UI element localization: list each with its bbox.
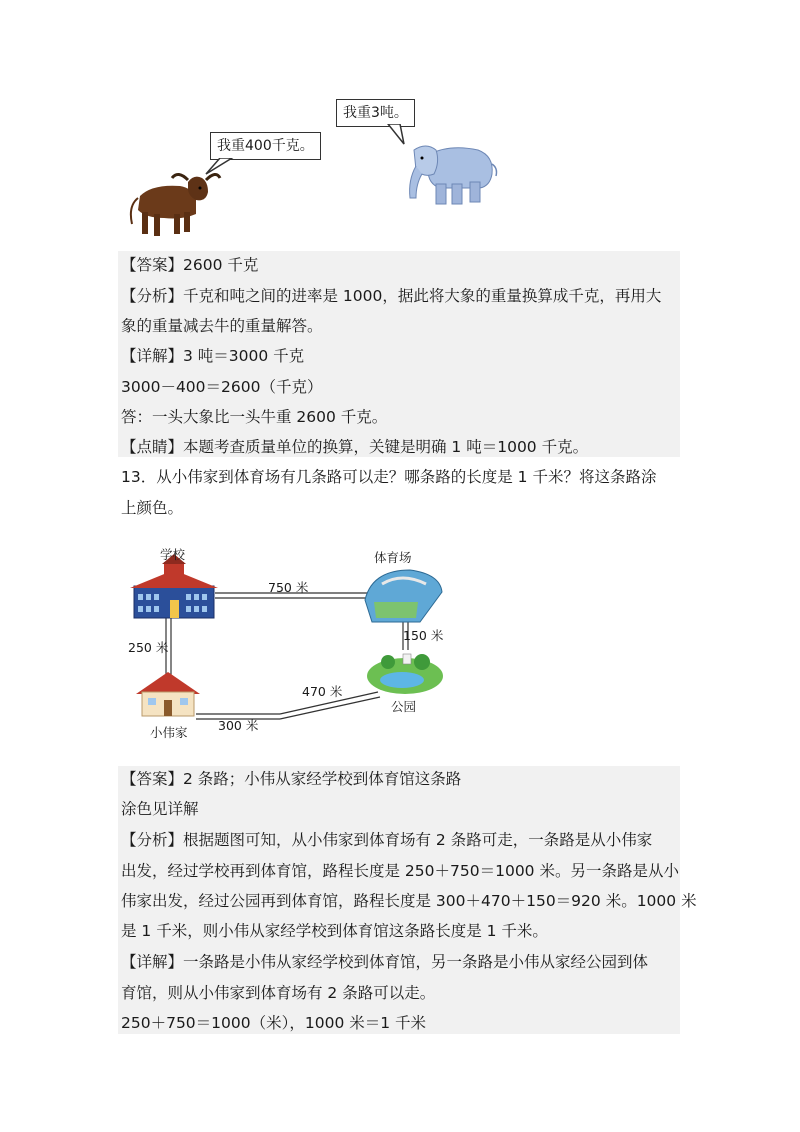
ox-illustration [122, 168, 222, 243]
detail-12-line-2: 3000－400＝2600（千克） [121, 378, 323, 396]
elephant-speech-bubble [336, 99, 415, 127]
distance-park-mid: 470 米 [302, 684, 343, 699]
distance-stadium-park: 150 米 [403, 628, 444, 643]
answer-13: 【答案】2 条路；小伟从家经学校到体育馆这条路 [121, 770, 462, 788]
home-icon [136, 672, 200, 716]
detail-13-line-2: 育馆，则从小伟家到体育场有 2 条路可以走。 [121, 984, 436, 1002]
comment-12: 【点睛】本题考查质量单位的换算，关键是明确 1 吨＝1000 千克。 [121, 438, 589, 456]
home-label: 小伟家 [150, 725, 188, 740]
analysis-13-line-2: 出发，经过学校再到体育馆，路程长度是 250＋750＝1000 米。另一条路是从小 [121, 862, 679, 880]
question-13-line-2: 上颜色。 [121, 499, 184, 517]
distance-home-school: 250 米 [128, 640, 169, 655]
ox-speech-text: 我重400千克。 [217, 138, 314, 154]
analysis-13-line-1: 【分析】根据题图可知，从小伟家到体育场有 2 条路可走，一条路是从小伟家 [121, 831, 653, 849]
detail-12-line-3: 答：一头大象比一头牛重 2600 千克。 [121, 408, 388, 426]
answer-13-note: 涂色见详解 [121, 800, 199, 818]
stadium-icon [365, 570, 442, 622]
analysis-12-line-1: 【分析】千克和吨之间的进率是 1000，据此将大象的重量换算成千克，再用大 [121, 287, 662, 305]
park-icon [367, 654, 443, 694]
park-label: 公园 [391, 699, 417, 714]
detail-13-line-1: 【详解】一条路是小伟从家经学校到体育馆，另一条路是小伟从家经公园到体 [121, 953, 649, 971]
analysis-13-line-4: 是 1 千米，则小伟从家经学校到体育馆这条路长度是 1 千米。 [121, 922, 548, 940]
stadium-label: 体育场 [374, 550, 412, 565]
distance-home-mid: 300 米 [218, 718, 259, 733]
detail-12-line-1: 【详解】3 吨＝3000 千克 [121, 347, 305, 365]
school-label: 学校 [160, 547, 186, 562]
answer-12: 【答案】2600 千克 [121, 256, 259, 274]
school-icon [130, 554, 218, 618]
ox-speech-bubble [210, 132, 321, 160]
distance-school-stadium: 750 米 [268, 580, 309, 595]
question-13-line-1: 13．从小伟家到体育场有几条路可以走？哪条路的长度是 1 千米？将这条路涂 [121, 468, 657, 486]
elephant-speech-text: 我重3吨。 [343, 105, 408, 121]
elephant-illustration [400, 140, 500, 208]
analysis-13-line-3: 伟家出发，经过公园再到体育馆，路程长度是 300＋470＋150＝920 米。1000 米 [121, 892, 697, 910]
detail-13-line-3: 250＋750＝1000（米），1000 米＝1 千米 [121, 1014, 427, 1032]
analysis-12-line-2: 象的重量减去牛的重量解答。 [121, 317, 323, 335]
